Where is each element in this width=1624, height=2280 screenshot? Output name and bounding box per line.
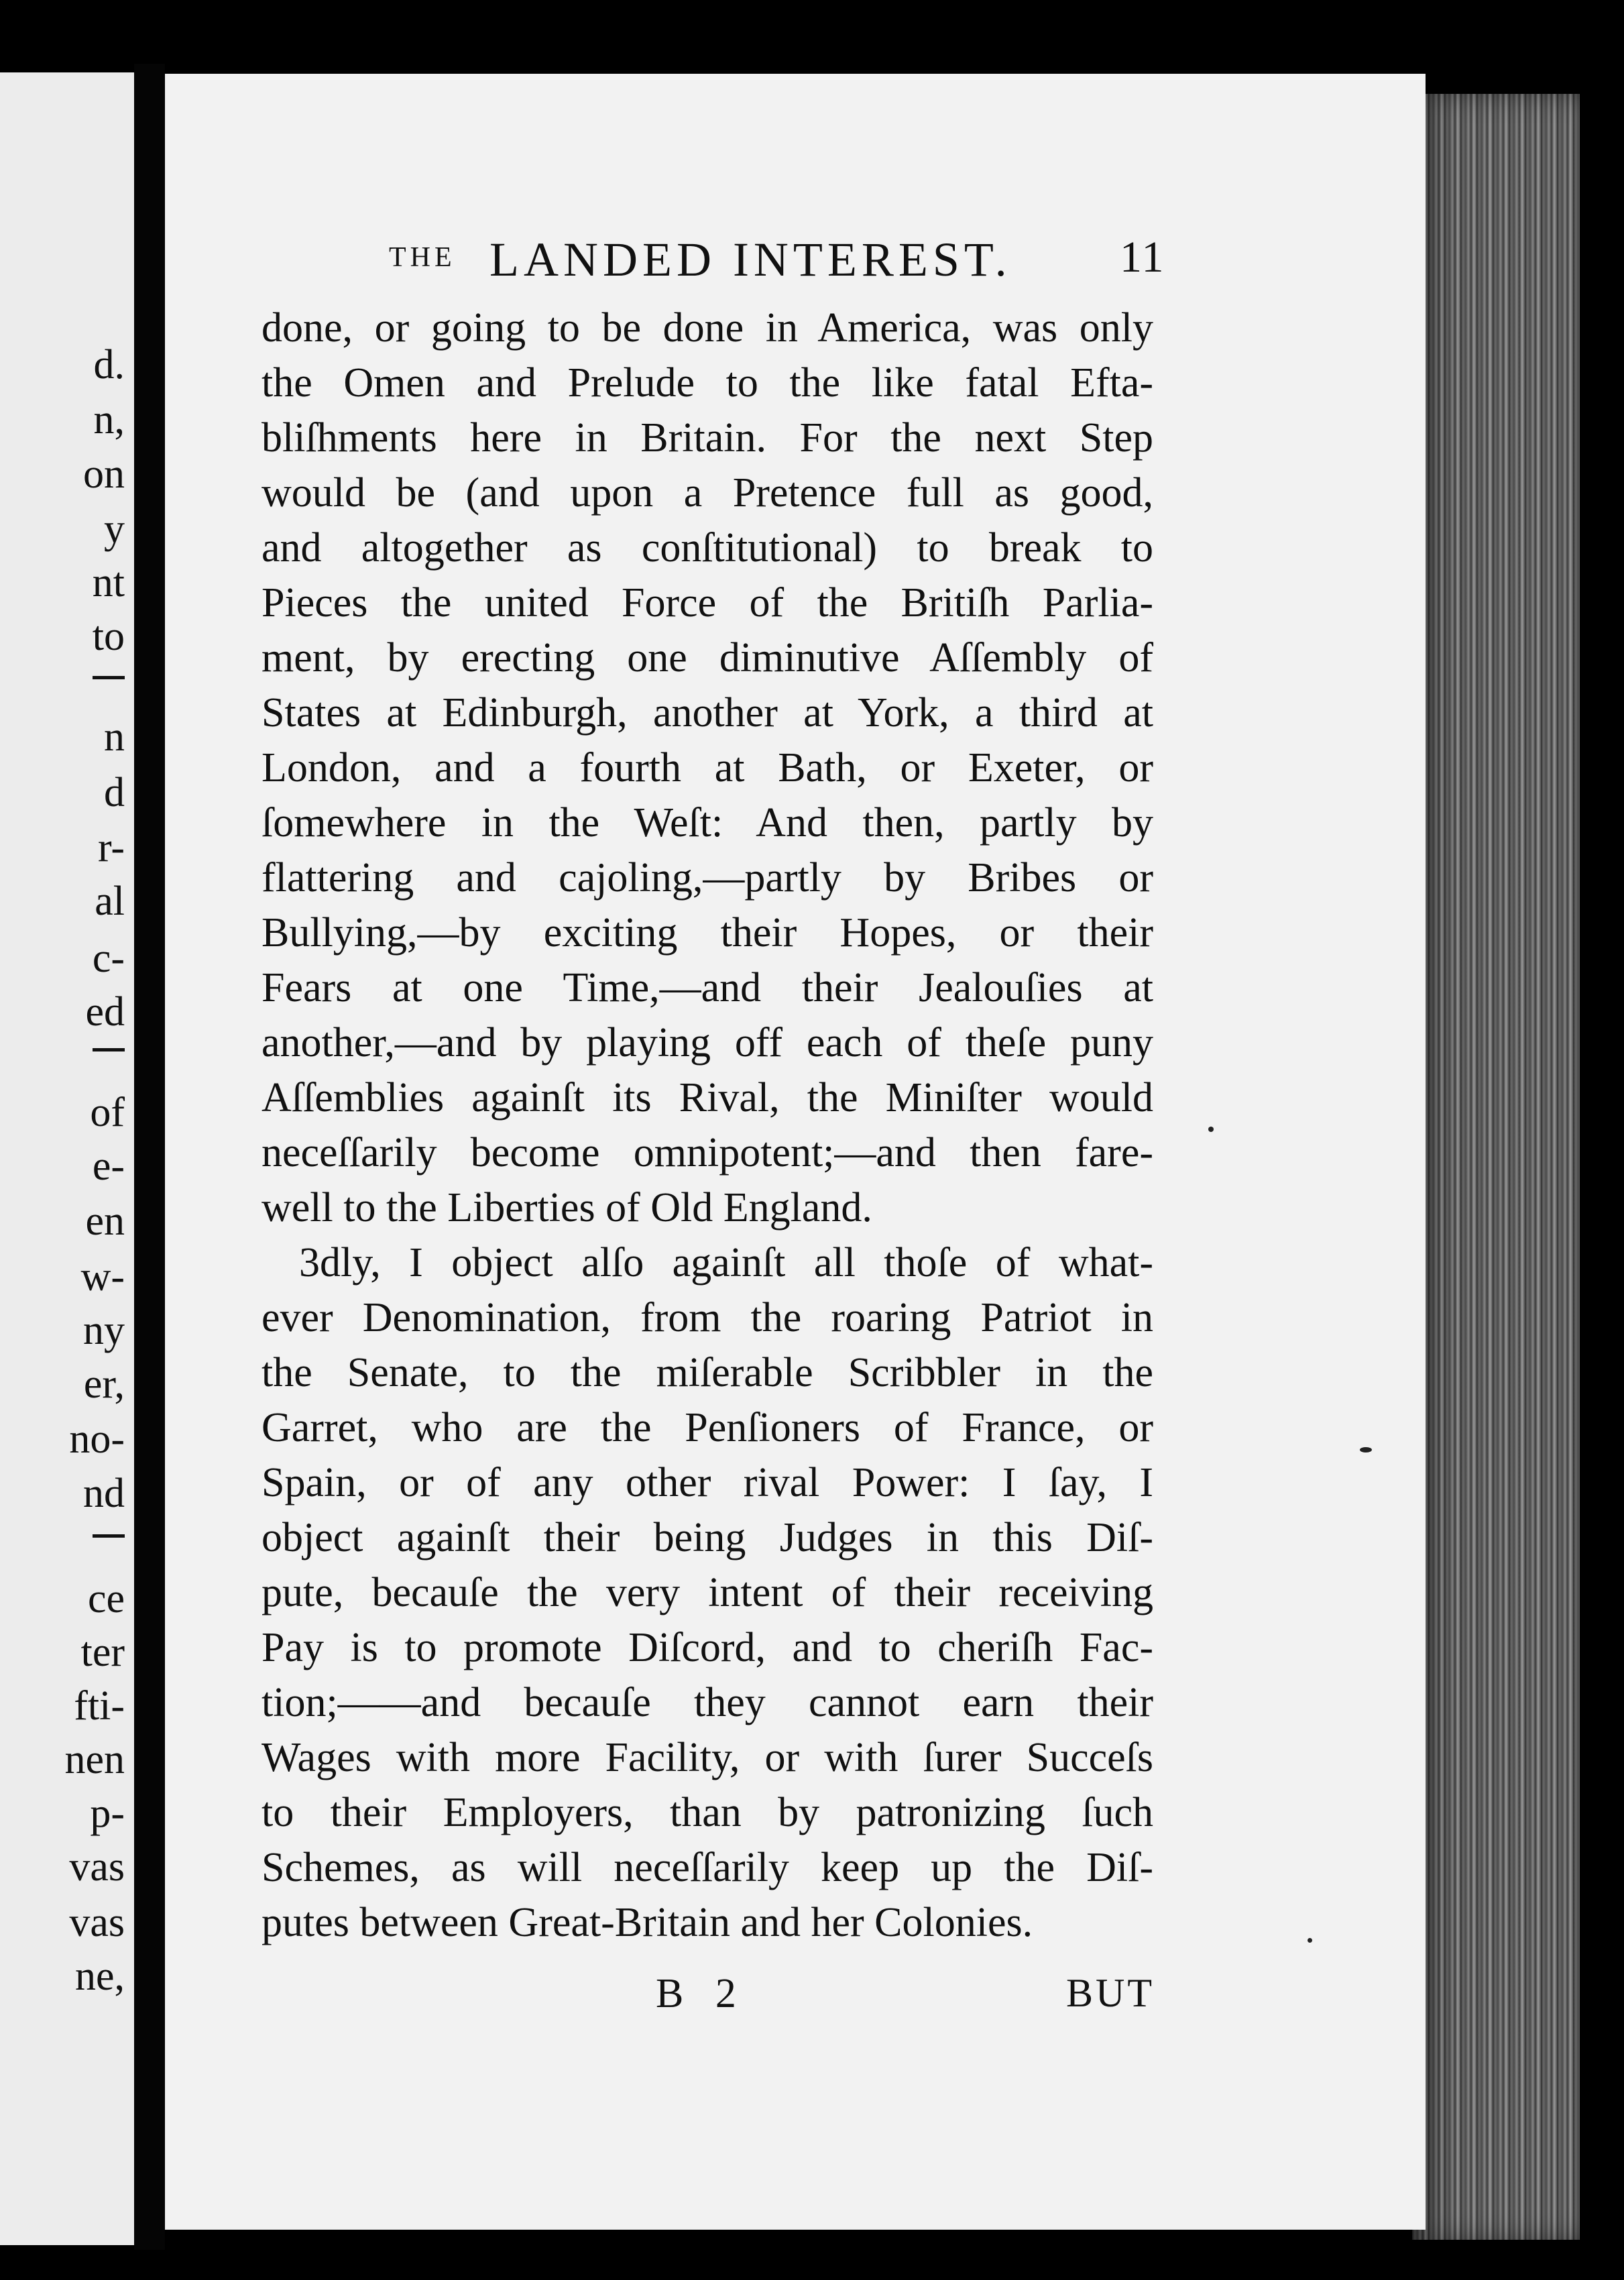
signature-mark: B 2 — [656, 1971, 747, 2016]
body-line: the Omen and Prelude to the like fatal Efta- — [262, 360, 1153, 406]
left-page-line: ed — [85, 989, 125, 1035]
body-line: ever Denomination, from the roaring Patriot in — [262, 1295, 1153, 1341]
left-page-line: c- — [92, 935, 125, 981]
left-page-line: nd — [83, 1471, 125, 1516]
body-line: Pay is to promote Diſcord, and to cheriſh Fac- — [262, 1625, 1153, 1670]
paper-speck — [1360, 1447, 1372, 1452]
left-page-line: vas — [69, 1900, 125, 1945]
left-page-line: d — [104, 770, 125, 815]
left-page-rule — [93, 1048, 125, 1051]
left-page-line: on — [83, 451, 125, 497]
catchword: BUT — [1066, 1971, 1155, 2015]
body-line: would be (and upon a Pretence full as good, — [262, 470, 1153, 516]
page-edges — [1412, 94, 1580, 2240]
body-line: Wages with more Facility, or with ſurer Succeſs — [262, 1735, 1153, 1780]
left-page-line: en — [85, 1198, 125, 1244]
left-page-line: ne, — [74, 1953, 125, 1999]
running-head-article: THE — [389, 242, 456, 273]
body-line: to their Employers, than by patronizing ſuch — [262, 1790, 1153, 1835]
body-line: well to the Liberties of Old England. — [262, 1185, 872, 1231]
left-page-line: d. — [93, 342, 125, 388]
left-page-line: al — [95, 878, 125, 924]
page-number: 11 — [1120, 233, 1165, 282]
left-page-line: r- — [97, 825, 125, 870]
left-page-rule — [93, 676, 125, 679]
body-line: Spain, or of any other rival Power: I ſay, I — [262, 1460, 1153, 1505]
paper-speck — [1308, 1938, 1312, 1943]
body-line: Pieces the united Force of the Britiſh Parlia- — [262, 580, 1153, 626]
body-line: 3dly, I object alſo againſt all thoſe of what- — [299, 1240, 1153, 1286]
body-line: done, or going to be done in America, was only — [262, 305, 1153, 351]
body-line: object againſt their being Judges in this Diſ- — [262, 1515, 1153, 1560]
book-gutter — [134, 64, 165, 2250]
left-page-line: w- — [80, 1254, 125, 1300]
body-line: tion;——and becauſe they cannot earn their — [262, 1680, 1153, 1725]
left-page-line: p- — [90, 1790, 125, 1836]
left-page-line: to — [92, 614, 125, 659]
left-page-rule — [93, 1534, 125, 1538]
left-page-line: no- — [69, 1416, 125, 1462]
body-line: Garret, who are the Penſioners of France, or — [262, 1405, 1153, 1450]
running-head-title: LANDED INTEREST. — [489, 233, 1012, 286]
body-line: neceſſarily become omnipotent;—and then fare- — [262, 1130, 1153, 1176]
left-page-line: of — [90, 1090, 125, 1135]
body-line: putes between Great-Britain and her Colonies. — [262, 1900, 1033, 1945]
left-page-line: n, — [93, 397, 125, 443]
body-line: and altogether as conſtitutional) to break to — [262, 525, 1153, 571]
left-page-line: fti- — [74, 1683, 125, 1729]
left-page-line: nen — [64, 1737, 125, 1782]
left-page-line: nt — [92, 560, 125, 606]
body-line: States at Edinburgh, another at York, a third at — [262, 690, 1153, 736]
left-page-line: ce — [87, 1576, 125, 1621]
body-line: pute, becauſe the very intent of their receiving — [262, 1570, 1153, 1615]
left-page-line: e- — [92, 1143, 125, 1189]
left-page-line: ter — [80, 1630, 125, 1675]
body-line: ment, by erecting one diminutive Aſſembly of — [262, 635, 1153, 681]
body-line: London, and a fourth at Bath, or Exeter, or — [262, 745, 1153, 791]
left-page-fragment — [0, 72, 134, 2245]
left-page-line: n — [104, 714, 125, 760]
body-line: bliſhments here in Britain. For the next Step — [262, 415, 1153, 461]
left-page-line: y — [104, 506, 125, 552]
body-line: flattering and cajoling,—partly by Bribes or — [262, 855, 1153, 901]
body-line: ſomewhere in the Weſt: And then, partly by — [262, 800, 1153, 846]
left-page-line: ny — [83, 1308, 125, 1353]
body-line: Bullying,—by exciting their Hopes, or their — [262, 910, 1153, 956]
body-line: Schemes, as will neceſſarily keep up the Diſ- — [262, 1845, 1153, 1890]
left-page-line: vas — [69, 1844, 125, 1890]
body-line: the Senate, to the miſerable Scribbler in the — [262, 1350, 1153, 1395]
body-line: Fears at one Time,—and their Jealouſies at — [262, 965, 1153, 1011]
left-page-line: er, — [83, 1361, 125, 1407]
body-line: another,—and by playing off each of theſe puny — [262, 1020, 1153, 1066]
paper-speck — [1208, 1127, 1214, 1132]
body-line: Aſſemblies againſt its Rival, the Miniſter would — [262, 1075, 1153, 1121]
